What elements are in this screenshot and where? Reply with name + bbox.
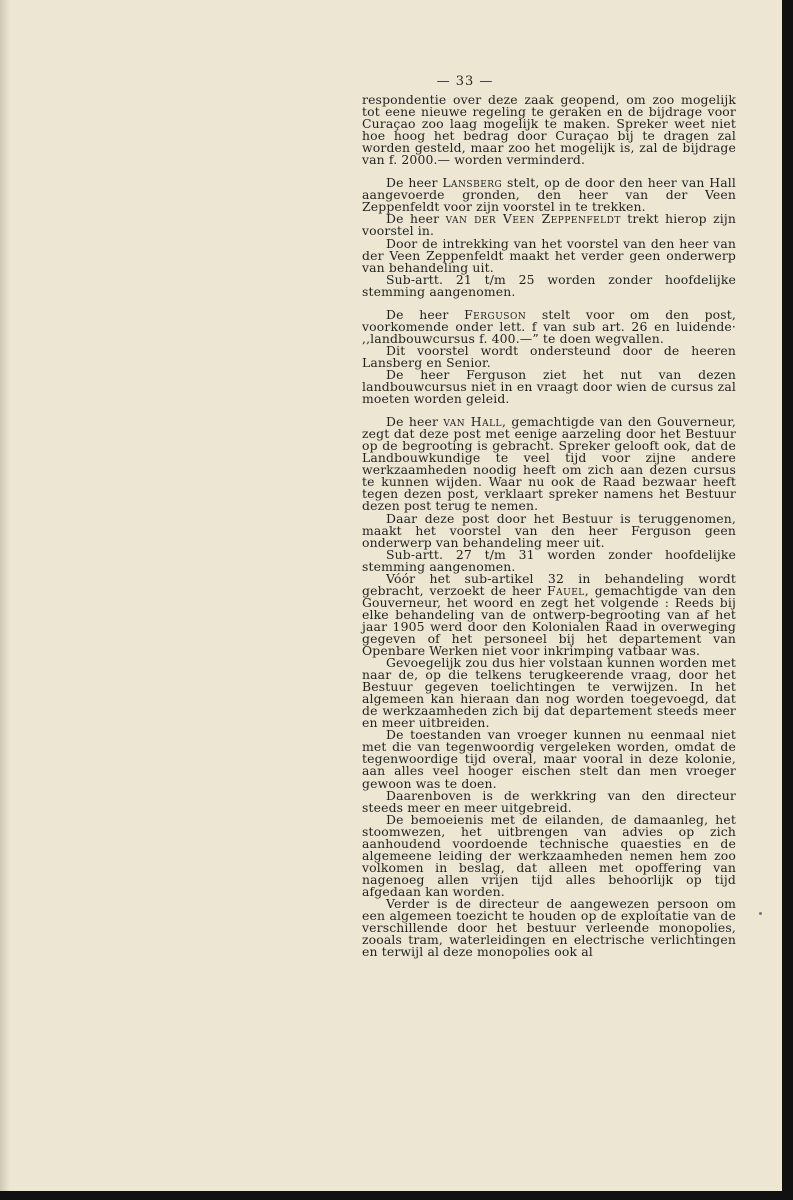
paragraph-15: Daarenboven is de werkkring van den directeur steeds meer en meer uitgebreid. [362,787,736,815]
speaker-name: Fauel [547,582,585,598]
paragraph-17: Verder is de directeur de aangewezen persoon om een algemeen toezicht te houden op de exploitatie van de verschillende door het bestuur verleende monopolies, zooals tram, waterleidingen en electrische verlichtingen en terwijl al deze monopolies ook al [362,896,736,960]
paragraph-7: Dit voorstel wordt ondersteund door de heeren Lansberg en Senior. [362,342,736,370]
text-column [362,94,736,958]
paragraph-11: Sub-artt. 27 t/m 31 worden zonder hoofdelijke stemming aangenomen. [362,546,736,574]
speaker-name: Ferguson [464,306,527,322]
paragraph-9: De heer van Hall, gemachtigde van den Gouverneur, zegt dat deze post met eenige aarzeling door het Bestuur op de begrooting is gebracht. Spreker gelooft ook, dat de Landbouwkundige te veel tijd voor zijne andere werkzaamheden noodig heeft om zich aan dezen cursus te kunnen wijden. Waar nu ook de Raad bezwaar heeft tegen dezen post, verklaart spreker namens het Bestuur dezen post terug te nemen. [362,414,736,514]
paragraph-13: Gevoegelijk zou dus hier volstaan kunnen worden met naar de, op die telkens terugkeerende vraag, door het Bestuur gegeven toelichtingen te verwijzen. In het algemeen kan hieraan dan nog worden toegevoegd, dat de werkzaamheden zich bij dat departement steeds meer en meer uitbreiden. [362,655,736,731]
speaker-name: van der Veen Zeppenfeldt [445,211,621,227]
scan-speck [759,912,762,915]
paragraph-1: respondentie over deze zaak geopend, om zoo mogelijk tot eene nieuwe regeling te geraken en de bijdrage voor Curaçao zoo laag mogelijk te maken. Spreker weet niet hoe hoog het bedrag door Curaçao bij te dragen zal worden gesteld, maar zoo het mogelijk is, zal de bijdrage van f. 2000.— worden verminderd. [362,92,736,168]
paragraph-4: Door de intrekking van het voorstel van den heer van der Veen Zeppenfeldt maakt het verder geen onderwerp van behandeling uit. [362,235,736,275]
paragraph-3: De heer van der Veen Zeppenfeldt trekt hierop zijn voorstel in. [362,211,736,239]
paragraph-5: Sub-artt. 21 t/m 25 worden zonder hoofdelijke stemming aangenomen. [362,271,736,299]
paragraph-12: Vóór het sub-artikel 32 in behandeling wordt gebracht, verzoekt de heer Fauel, gemachtigde van den Gouverneur, het woord en zegt het volgende : Reeds bij elke behandeling van de ontwerp-begrooting van af het jaar 1905 werd door den Kolonialen Raad in overweging gegeven of het personeel bij het departement van Openbare Werken niet voor inkrimping vatbaar was. [362,570,736,659]
paragraph-2: De heer Lansberg stelt, op de door den heer van Hall aangevoerde gronden, den heer van der Veen Zeppenfeldt voor zijn voorstel in te trekken. [362,175,736,215]
paragraph-16: De bemoeienis met de eilanden, de damaanleg, het stoomwezen, het uitbrengen van advies op zich aanhoudend voordoende technische quaesties en de algemeene leiding der werkzaamheden nemen hem zoo volkomen in beslag, dat alleen met opoffering van nagenoeg allen vrijen tijd alles behoorlijk op tijd afgedaan kan worden. [362,811,736,899]
paragraph-6: De heer Ferguson stelt voor om den post, voorkomende onder lett. f van sub art. 26 en luidende· ,,landbouwcursus f. 400.—” te doen wegvallen. [362,306,736,346]
page-number: — 33 — [436,74,494,89]
paragraph-10: Daar deze post door het Bestuur is teruggenomen, maakt het voorstel van den heer Ferguson geen onderwerp van behandeling meer uit. [362,510,736,550]
paragraph-14: De toestanden van vroeger kunnen nu eenmaal niet met die van tegenwoordig vergeleken worden, omdat de tegenwoordige tijd overal, maar vooral in deze kolonie, aan alles veel hooger eischen stelt dan men vroeger gewoon was te doen. [362,727,736,791]
speaker-name: Lansberg [442,175,503,191]
speaker-name: van Hall [443,414,503,430]
page-edge-shadow [0,0,10,1191]
paragraph-8: De heer Ferguson ziet het nut van dezen landbouwcursus niet in en vraagt door wien de cursus zal moeten worden geleid. [362,366,736,407]
